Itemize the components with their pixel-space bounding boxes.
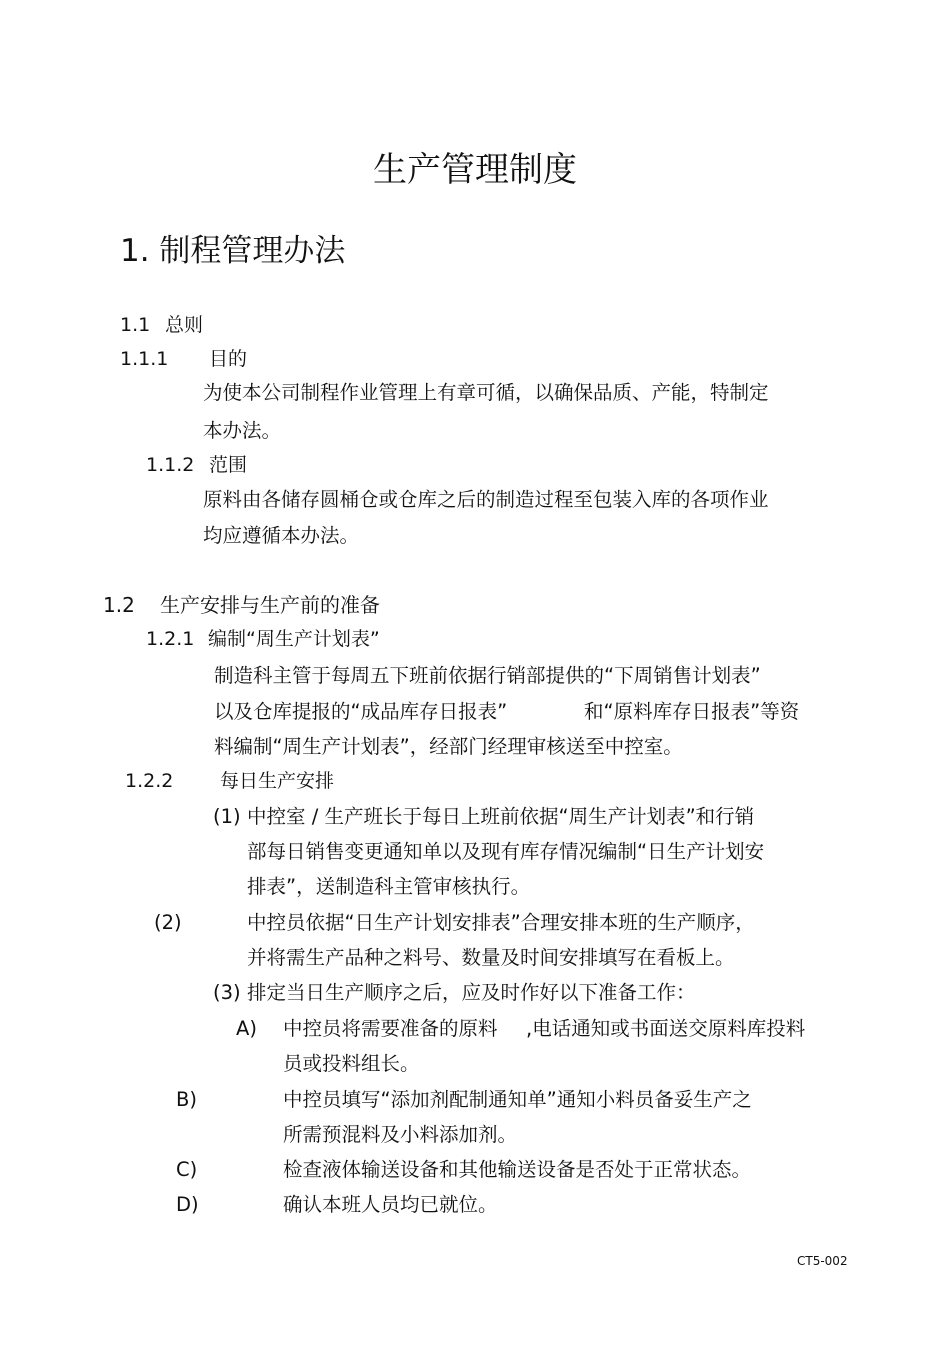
section-number-1-2-1: 1.2.1 <box>146 628 195 650</box>
section-number-1-2: 1.2 <box>103 593 135 617</box>
list-item-number: (1) <box>213 805 241 828</box>
sub-item-text: 中控员将需要准备的原料 <box>283 1017 498 1040</box>
section-title-1-1-1: 目的 <box>209 348 248 370</box>
document-title: 生产管理制度 <box>373 150 577 190</box>
list-item-text: 排定当日生产顺序之后，应及时作好以下准备工作： <box>247 981 696 1004</box>
heading-1: 1. 制程管理办法 <box>120 233 346 269</box>
sub-item-label: B) <box>176 1088 197 1111</box>
sub-item-text: ,电话通知或书面送交原料库投料 <box>526 1017 806 1040</box>
paragraph-line: 制造科主管于每周五下班前依据行销部提供的“下周销售计划表” <box>214 664 761 687</box>
paragraph-line: 料编制“周生产计划表”，经部门经理审核送至中控室。 <box>214 735 683 758</box>
list-item-number: (2) <box>154 911 182 934</box>
list-item-text: 排表”，送制造科主管审核执行。 <box>247 875 531 898</box>
sub-item-text: 确认本班人员均已就位。 <box>283 1193 498 1216</box>
section-title-1-2-1: 编制“周生产计划表” <box>208 628 380 650</box>
sub-item-text: 中控员填写“添加剂配制通知单”通知小料员备妥生产之 <box>283 1088 752 1111</box>
sub-item-label: C) <box>176 1158 198 1181</box>
sub-item-text: 所需预混料及小料添加剂。 <box>283 1123 518 1146</box>
list-item-number: (3) <box>213 981 241 1004</box>
section-number-1-1-2: 1.1.2 <box>146 454 195 476</box>
paragraph-line: 以及仓库提报的“成品库存日报表” <box>214 700 508 723</box>
section-number-1-1: 1.1 <box>120 314 151 336</box>
paragraph-line: 均应遵循本办法。 <box>203 524 360 547</box>
section-title-1-2-2: 每日生产安排 <box>220 770 335 792</box>
section-number-1-2-2: 1.2.2 <box>125 770 174 792</box>
footer-code: CT5-002 <box>797 1254 848 1268</box>
section-number-1-1-1: 1.1.1 <box>120 348 169 370</box>
paragraph-line: 为使本公司制程作业管理上有章可循，以确保品质、产能，特制定 <box>203 381 769 404</box>
sub-item-text: 员或投料组长。 <box>283 1052 420 1075</box>
section-title-1-1-2: 范围 <box>209 454 248 476</box>
list-item-text: 中控室 / 生产班长于每日上班前依据“周生产计划表”和行销 <box>247 805 755 828</box>
sub-item-label: A) <box>236 1017 257 1040</box>
paragraph-line: 本办法。 <box>203 419 282 442</box>
sub-item-label: D) <box>176 1193 199 1216</box>
list-item-text: 部每日销售变更通知单以及现有库存情况编制“日生产计划安 <box>247 840 765 863</box>
list-item-text: 中控员依据“日生产计划安排表”合理安排本班的生产顺序， <box>247 911 755 934</box>
section-title-1-1: 总则 <box>165 314 204 336</box>
paragraph-line: 和“原料库存日报表”等资 <box>584 700 800 723</box>
section-title-1-2: 生产安排与生产前的准备 <box>160 593 380 617</box>
paragraph-line: 原料由各储存圆桶仓或仓库之后的制造过程至包装入库的各项作业 <box>203 488 769 511</box>
list-item-text: 并将需生产品种之料号、数量及时间安排填写在看板上。 <box>247 946 735 969</box>
sub-item-text: 检查液体输送设备和其他输送设备是否处于正常状态。 <box>283 1158 752 1181</box>
